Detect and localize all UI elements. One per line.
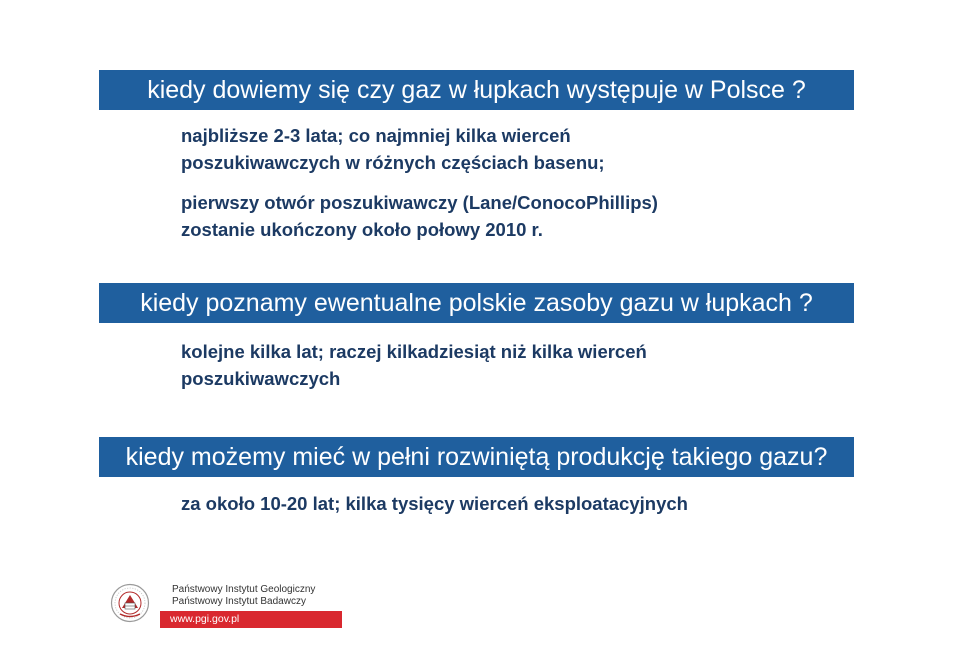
answer-3a <box>181 490 688 517</box>
question-2-text: kiedy poznamy ewentualne polskie zasoby gazu w łupkach ? <box>140 289 813 317</box>
institute-line-2: Państwowy Instytut Badawczy <box>172 596 306 607</box>
answer-1a-line1: najbliższe 2-3 lata; co najmniej kilka wierceń <box>181 125 571 146</box>
institute-line-1: Państwowy Instytut Geologiczny <box>172 584 316 595</box>
institute-name <box>172 584 315 608</box>
answer-1a <box>181 122 605 176</box>
website-link[interactable] <box>160 611 342 628</box>
question-bar-3 <box>99 437 854 477</box>
answer-1a-line2: poszukiwawczych w różnych częściach basenu; <box>181 152 605 173</box>
answer-1b-line1: pierwszy otwór poszukiwawczy (Lane/ConocoPhillips) <box>181 192 658 213</box>
answer-2a-line2: poszukiwawczych <box>181 368 341 389</box>
question-bar-2 <box>99 283 854 323</box>
question-bar-1 <box>99 70 854 110</box>
website-url-text: www.pgi.gov.pl <box>170 613 240 625</box>
answer-1b <box>181 189 658 243</box>
question-1-text: kiedy dowiemy się czy gaz w łupkach występuje w Polsce ? <box>147 76 806 104</box>
answer-2a <box>181 338 647 392</box>
answer-2a-line1: kolejne kilka lat; raczej kilkadziesiąt niż kilka wierceń <box>181 341 647 362</box>
question-3-text: kiedy możemy mieć w pełni rozwiniętą produkcję takiego gazu? <box>125 443 828 471</box>
answer-3a-line1: za około 10-20 lat; kilka tysięcy wierceń eksploatacyjnych <box>181 493 688 514</box>
pgi-seal-icon <box>110 583 150 623</box>
answer-1b-line2: zostanie ukończony około połowy 2010 r. <box>181 219 543 240</box>
